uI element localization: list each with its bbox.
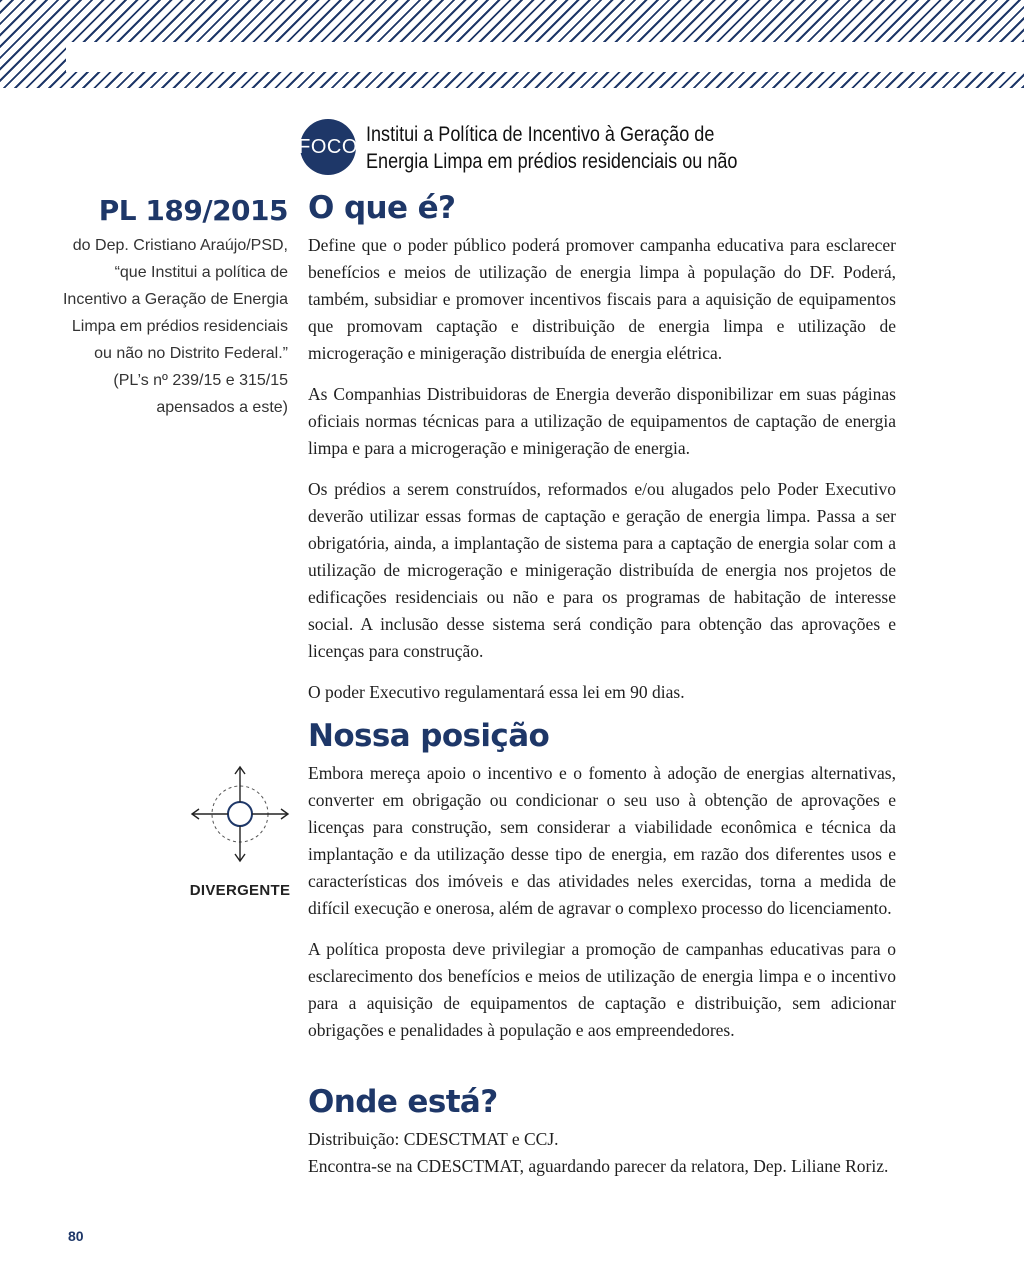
page-number: 80 [68,1228,84,1244]
section-title-where: Onde está? [308,1084,498,1120]
position-label: DIVERGENTE [189,882,291,899]
bill-description: do Dep. Cristiano Araújo/PSD, “que Institui a política de Incentivo a Geração de Energia Limpa em prédios residenciais ou não no Distrito Federal.” (PL’s nº 239/15 e 315/15 apensados a este) [62,237,288,416]
paragraph: Define que o poder público poderá promover campanha educativa para esclarecer benefícios e meios de utilização de energia limpa à população do DF. Poderá, também, subsidiar e promover incentivos fiscais para a aquisição de equipamentos que promovam captação e distribuição de energia limpa e utilização de microgeração e minigeração distribuída de energia elétrica. [308,235,896,363]
where-line: Distribuição: CDESCTMAT e CCJ. [308,1129,559,1149]
where-line: Encontra-se na CDESCTMAT, aguardando parecer da relatora, Dep. Liliane Roriz. [308,1156,889,1176]
bill-code: PL 189/2015 [98,194,288,227]
foco-badge: FOCO [300,119,356,175]
paragraph: Embora mereça apoio o incentivo e o fomento à adoção de energias alternativas, converter em obrigação ou condicionar o seu uso à obtenção de aprovações e licenças para construção, sem considerar a viabilidade econômica e técnica da implantação e da utilização desse tipo de energia, em razão dos diferentes usos e características dos imóveis e das atividades neles exercidas, torna a medida de difícil execução e onerosa, além de agravar o complexo processo do licenciamento. [308,763,896,918]
paragraph: A política proposta deve privilegiar a promoção de campanhas educativas para o esclarecimento dos benefícios e meios de utilização de energia limpa e o incentivo para a aquisição de equipamentos de captação e distribuição, sem adicionar obrigações e penalidades à população e aos empreendedores. [308,939,896,1040]
header-white-bar [66,42,1024,72]
paragraph: Os prédios a serem construídos, reformados e/ou alugados pelo Poder Executivo deverão utilizar essas formas de captação e geração de energia limpa. Passa a ser obrigatória, ainda, a implantação de sistema para a captação de energia solar com a utilização de microgeração e minigeração distribuída de energia nos projetos de edificações residenciais ou não e para os programas de habitação de interesse social. A inclusão desse sistema será condição para obtenção das aprovações e licenças para construção. [308,479,896,661]
where-body [308,1126,896,1180]
what-is-body [308,232,896,720]
paragraph: O poder Executivo regulamentará essa lei em 90 dias. [308,682,685,702]
focus-title: Institui a Política de Incentivo à Geração de Energia Limpa em prédios residenciais ou não [366,123,738,173]
position-body [308,760,896,1058]
section-title-what-is: O que é? [308,190,456,226]
divergent-arrows-icon [190,764,290,864]
paragraph: As Companhias Distribuidoras de Energia deverão disponibilizar em suas páginas oficiais normas técnicas para a utilização de equipamentos de captação de energia limpa e para a microgeração e minigeração de energia. [308,384,896,458]
section-title-position: Nossa posição [308,718,550,754]
